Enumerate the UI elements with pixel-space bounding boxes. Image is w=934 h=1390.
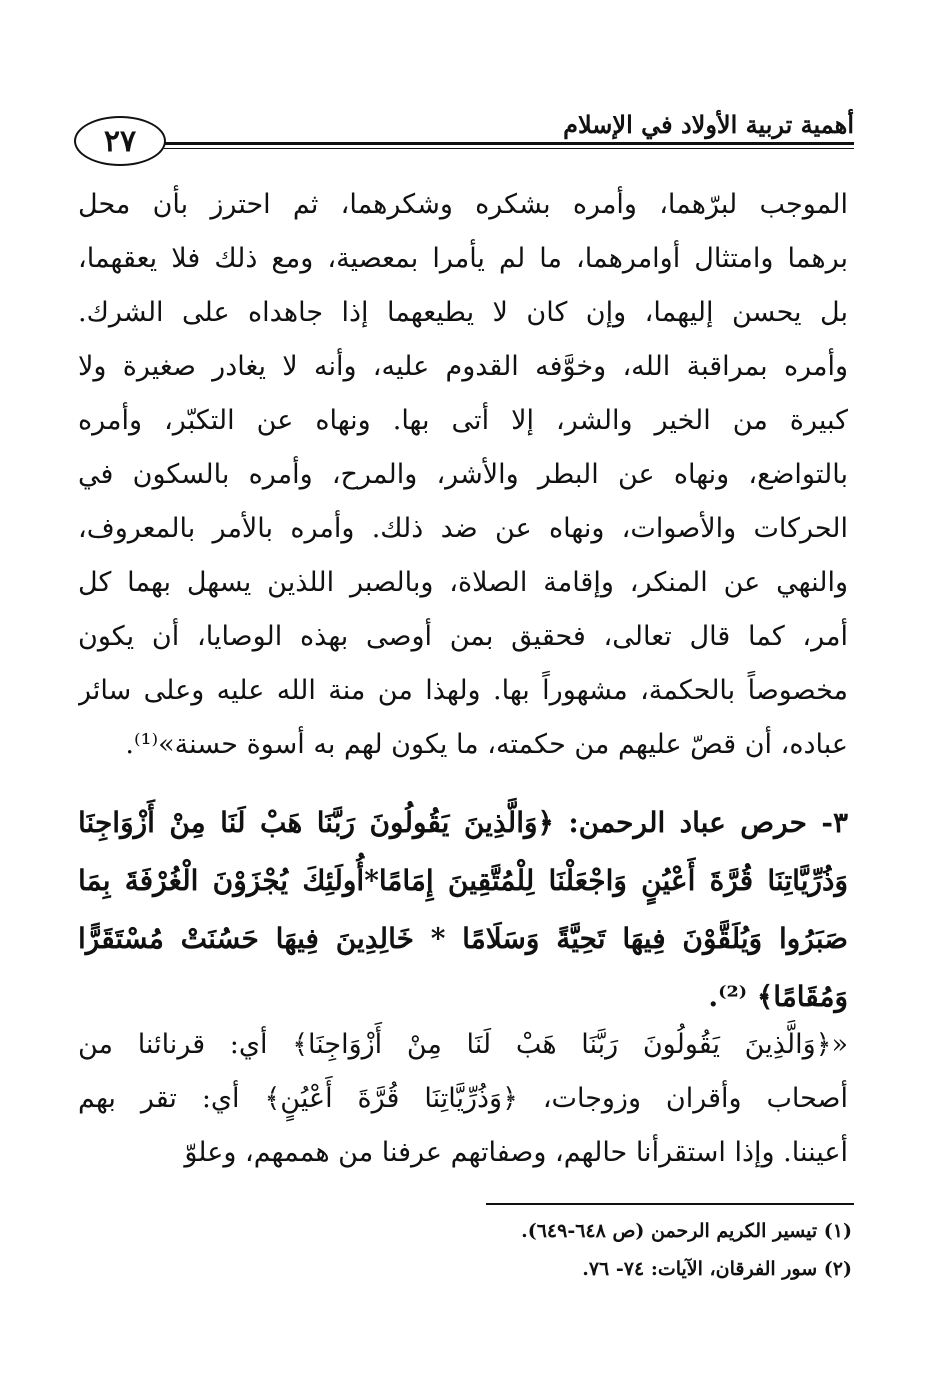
text-line: الحركات والأصوات، ونهاه عن ضد ذلك. وأمره بالأمر بالمعروف، <box>78 513 848 544</box>
text-line: كبيرة من الخير والشر، إلا أتى بها. ونهاه عن التكبّر، وأمره <box>78 405 848 436</box>
page-header <box>74 110 854 174</box>
verse-line: وَمُقَامًا﴾ ⁽²⁾. <box>708 980 848 1013</box>
verse-line: وَذُرِّيَّاتِنَا قُرَّةَ أَعْيُنٍ وَاجْعَلْنَا لِلْمُتَّقِينَ إِمَامًا*أُولَئِكَ يُجْزَوْنَ الْغُرْفَةَ بِمَا <box>78 864 848 897</box>
footnote-separator <box>486 1203 854 1205</box>
page-number: ٢٧ <box>74 116 166 166</box>
footnotes <box>521 1212 852 1288</box>
section-3-verse <box>78 794 848 1026</box>
header-rule-thick <box>164 142 854 145</box>
paragraph-continuation <box>78 178 848 772</box>
text-line: برهما وامتثال أوامرهما، ما لم يأمرا بمعصية، ومع ذلك فلا يعقهما، <box>78 243 848 274</box>
running-title: أهمية تربية الأولاد في الإسلام <box>563 110 854 139</box>
text-line: عباده، أن قصّ عليهم من حكمته، ما يكون لهم به أسوة حسنة»⁽¹⁾. <box>125 729 848 760</box>
text-line: أصحاب وأقران وزوجات، ﴿وَذُرِّيَّاتِنَا قُرَّةَ أَعْيُنٍ﴾ أي: تقر بهم <box>78 1083 848 1114</box>
text-line: بل يحسن إليهما، وإن كان لا يطيعهما إذا جاهداه على الشرك. <box>78 297 848 328</box>
text-line: مخصوصاً بالحكمة، مشهوراً بها. ولهذا من منة الله عليه وعلى سائر <box>78 675 848 706</box>
verse-line: صَبَرُوا وَيُلَقَّوْنَ فِيهَا تَحِيَّةً وَسَلَامًا * خَالِدِينَ فِيهَا حَسُنَتْ مُسْتَقَرًّا <box>78 922 848 955</box>
text-line: بالتواضع، ونهاه عن البطر والأشر، والمرح، وأمره بالسكون في <box>78 459 848 490</box>
text-line: أعيننا. وإذا استقرأنا حالهم، وصفاتهم عرفنا من هممهم، وعلوّ <box>184 1137 848 1168</box>
text-line: وأمره بمراقبة الله، وخوَّفه القدوم عليه، وأنه لا يغادر صغيرة ولا <box>78 351 848 382</box>
text-line: أمر، كما قال تعالى، فحقيق بمن أوصى بهذه الوصايا، أن يكون <box>78 621 848 652</box>
commentary-paragraph <box>78 1018 848 1180</box>
verse-line: ٣- حرص عباد الرحمن: ﴿وَالَّذِينَ يَقُولُونَ رَبَّنَا هَبْ لَنَا مِنْ أَزْوَاجِنَا <box>78 806 848 839</box>
footnote-2: (٢) سور الفرقان، الآيات: ٧٤- ٧٦. <box>582 1258 852 1280</box>
text-line: والنهي عن المنكر، وإقامة الصلاة، وبالصبر اللذين يسهل بهما كل <box>78 567 848 598</box>
header-rule-thin <box>164 148 854 149</box>
text-line: الموجب لبرّهما، وأمره بشكره وشكرهما، ثم احترز بأن محل <box>78 189 848 220</box>
text-line: «﴿وَالَّذِينَ يَقُولُونَ رَبَّنَا هَبْ لَنَا مِنْ أَزْوَاجِنَا﴾ أي: قرنائنا من <box>78 1029 848 1060</box>
footnote-1: (١) تيسير الكريم الرحمن (ص ٦٤٨-٦٤٩). <box>521 1220 852 1242</box>
